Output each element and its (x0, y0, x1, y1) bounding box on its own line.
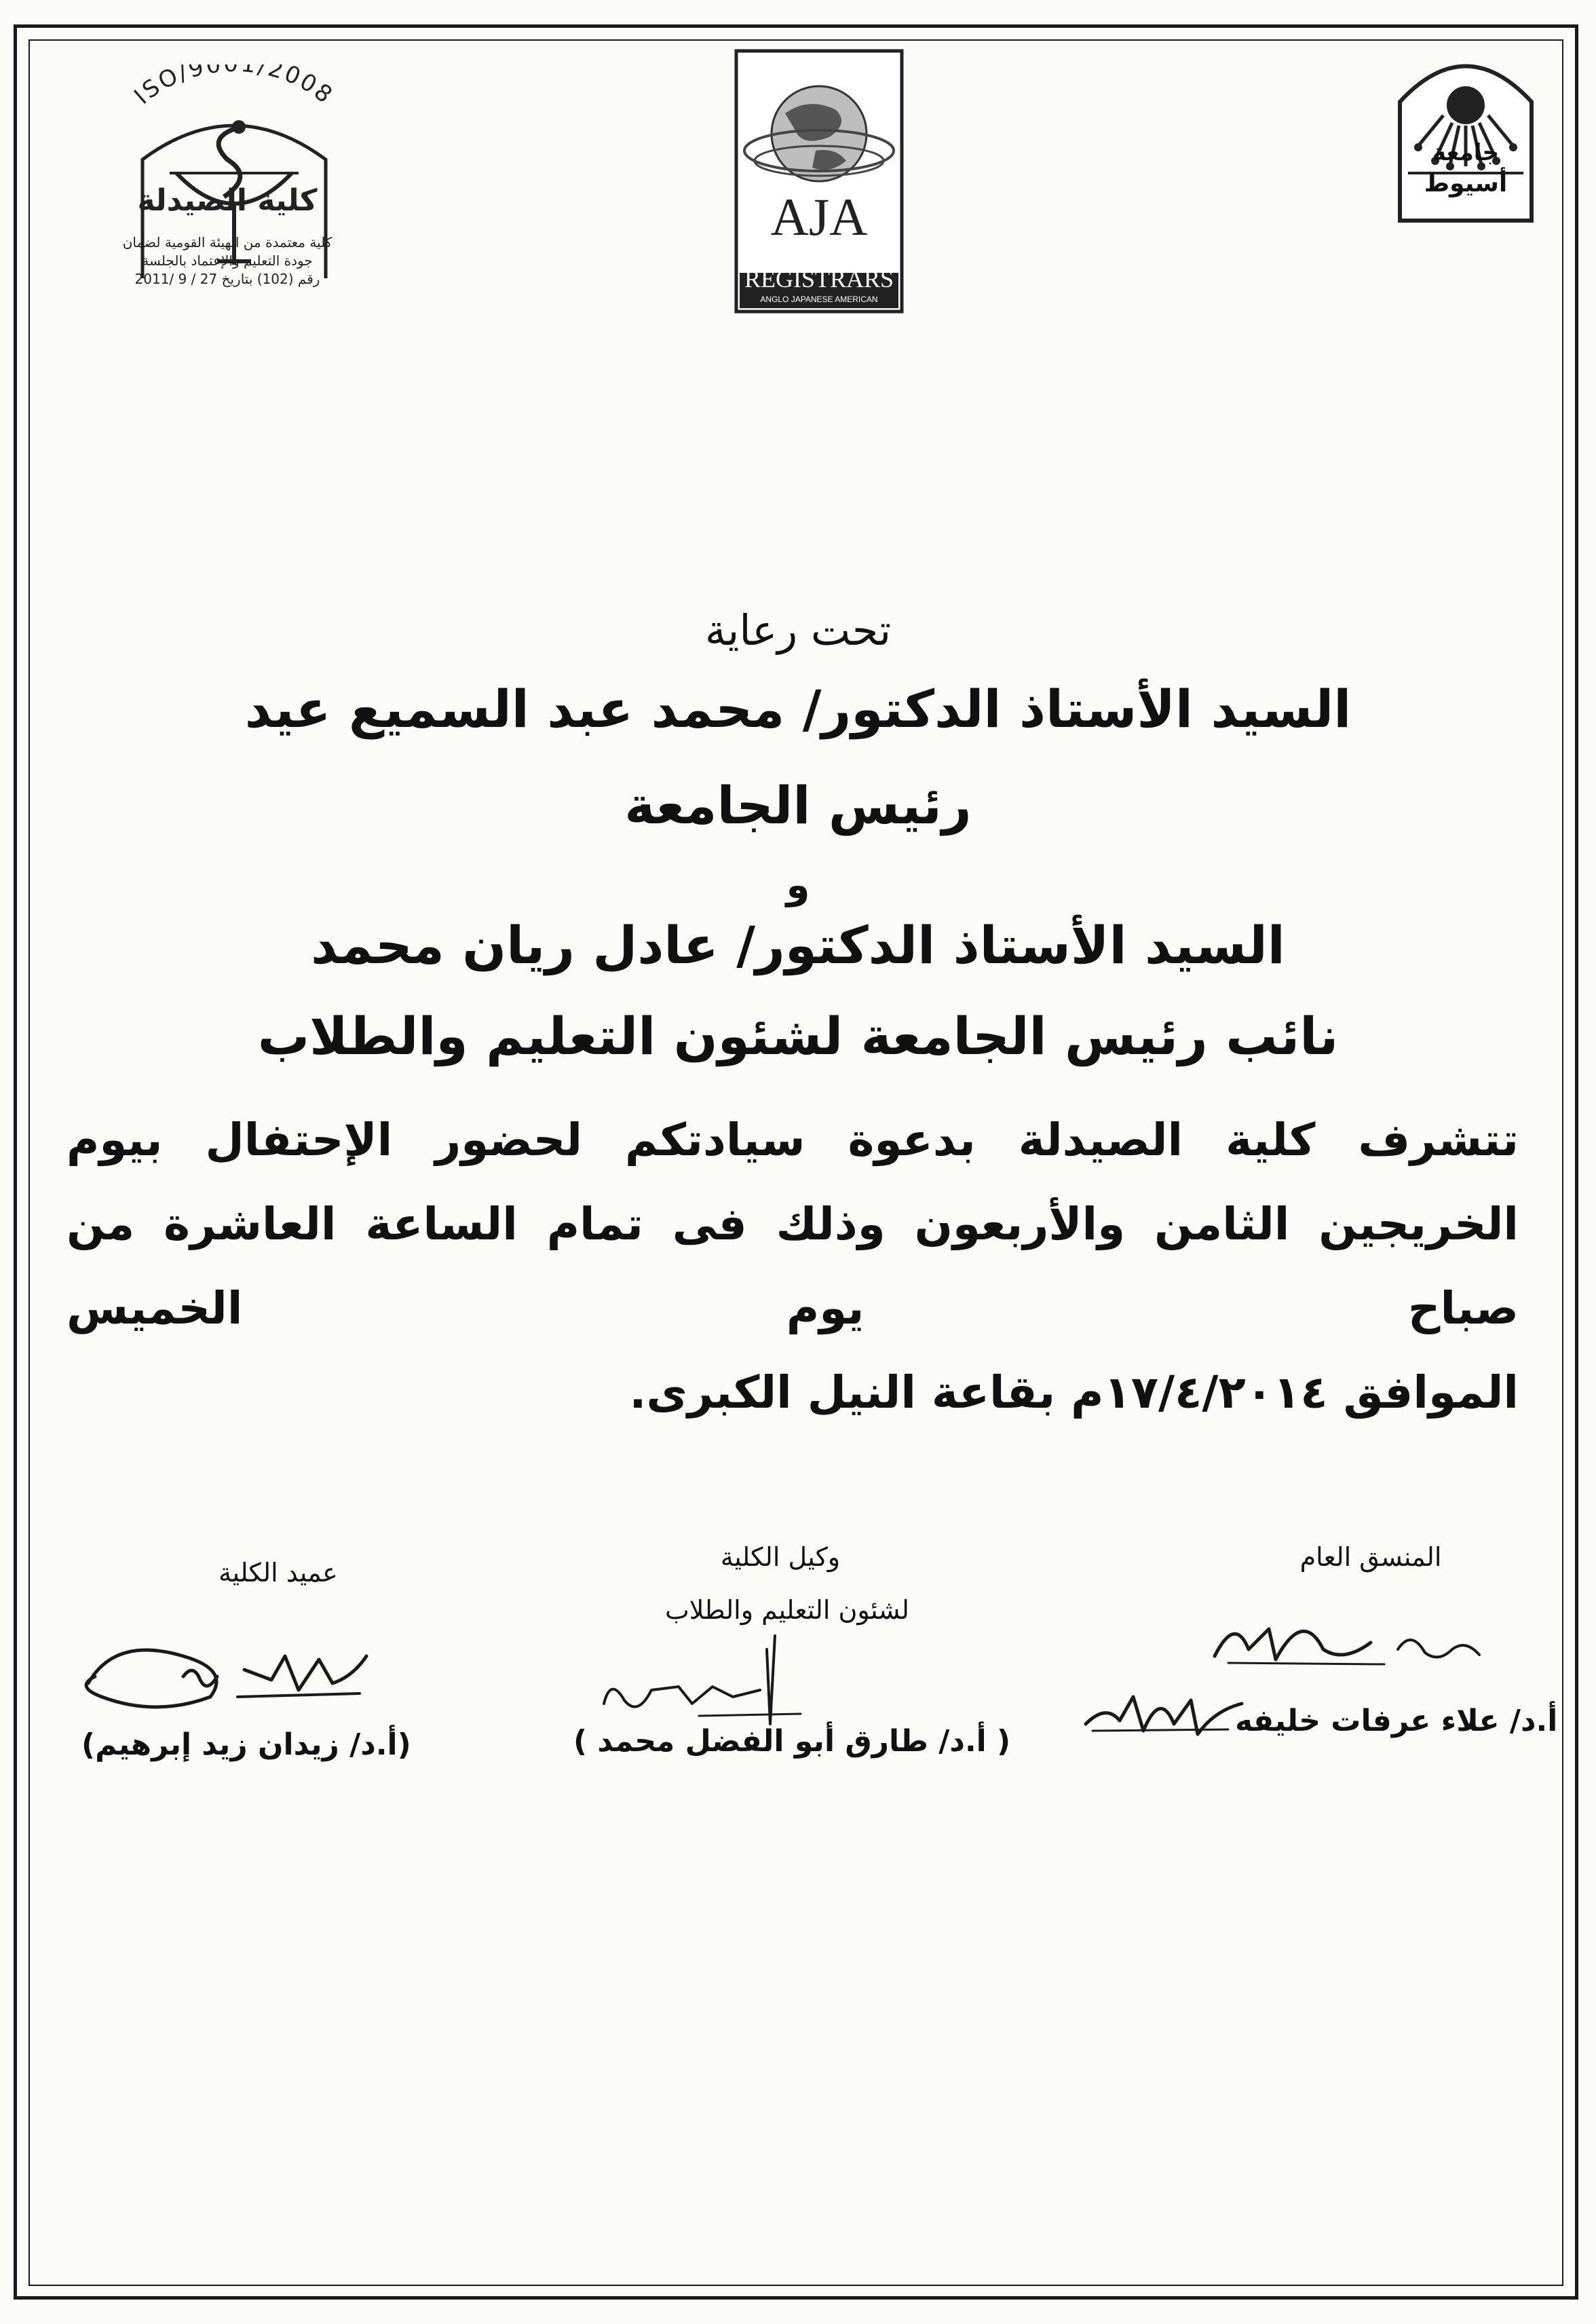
general-coordinator-signature-2 (1079, 1683, 1255, 1758)
patron-1-role: رئيس الجامعة (624, 775, 972, 836)
iso-text: ISO/90 1/2008 (129, 64, 339, 110)
general-coordinator-title: المنسق العام (1299, 1542, 1442, 1572)
vice-dean-signature (597, 1622, 882, 1731)
svg-text:ISO/9001/2008 (129, 64, 339, 110)
invitation-line-2: الثامن والأربعون وذلك فى تمام الساعة العاشرة من صباح يوم الخميس (66, 1198, 1519, 1334)
invitation-line-1: تتشرف كلية الصيدلة بدعوة سيادتكم لحضور الإحتفال بيوم الخريجين (66, 1114, 1519, 1250)
vice-dean-name: ( أ.د/ طارق أبو الفضل محمد ) (573, 1724, 1011, 1759)
accreditation-line-3: رقم (102) بتاريخ 27 / 9 /2011 (134, 271, 320, 287)
vice-dean-title: وكيل الكلية (720, 1542, 841, 1572)
patron-2-role: نائب رئيس الجامعة لشئون التعليم والطلاب (257, 1006, 1339, 1066)
general-coordinator-signature (1208, 1602, 1506, 1683)
conjunction: و (786, 863, 810, 907)
university-name-line1: جامعة (1432, 139, 1500, 166)
under-patronage: تحت رعاية (704, 605, 892, 655)
accreditation-line-2: جودة التعليم والإعتماد بالجلسة (142, 252, 313, 269)
dean-title: عميد الكلية (218, 1558, 338, 1588)
dean-signature (75, 1629, 387, 1724)
aja-registrars-text: REGISTRARS (744, 265, 894, 293)
invitation-paragraph (66, 1098, 1519, 1435)
dean-name: (أ.د/ زيدان زيد إبرهيم) (81, 1727, 411, 1762)
aja-subtitle: ANGLO JAPANESE AMERICAN (760, 295, 878, 304)
general-coordinator-name: أ.د/ علاء عرفات خليفه (1235, 1704, 1558, 1738)
university-name-line2: أسيوط (1424, 170, 1508, 198)
patron-2-name: السيد الأستاذ الدكتور/ عادل ريان محمد (311, 915, 1285, 975)
patron-1-name: السيد الأستاذ الدكتور/ محمد عبد السميع عيد (244, 679, 1352, 739)
pharmacy-faculty-name: كلية الصيدلة (137, 183, 318, 218)
accreditation-line-1: كلية معتمدة من الهيئة القومية لضمان (122, 234, 332, 250)
vice-dean-title-line2: لشئون التعليم والطلاب (664, 1595, 910, 1625)
aja-mark: AJA (770, 187, 868, 246)
invitation-line-3: الموافق ١٧/٤/٢٠١٤م بقاعة النيل الكبرى. (629, 1366, 1519, 1419)
university-logo (1388, 37, 1544, 227)
